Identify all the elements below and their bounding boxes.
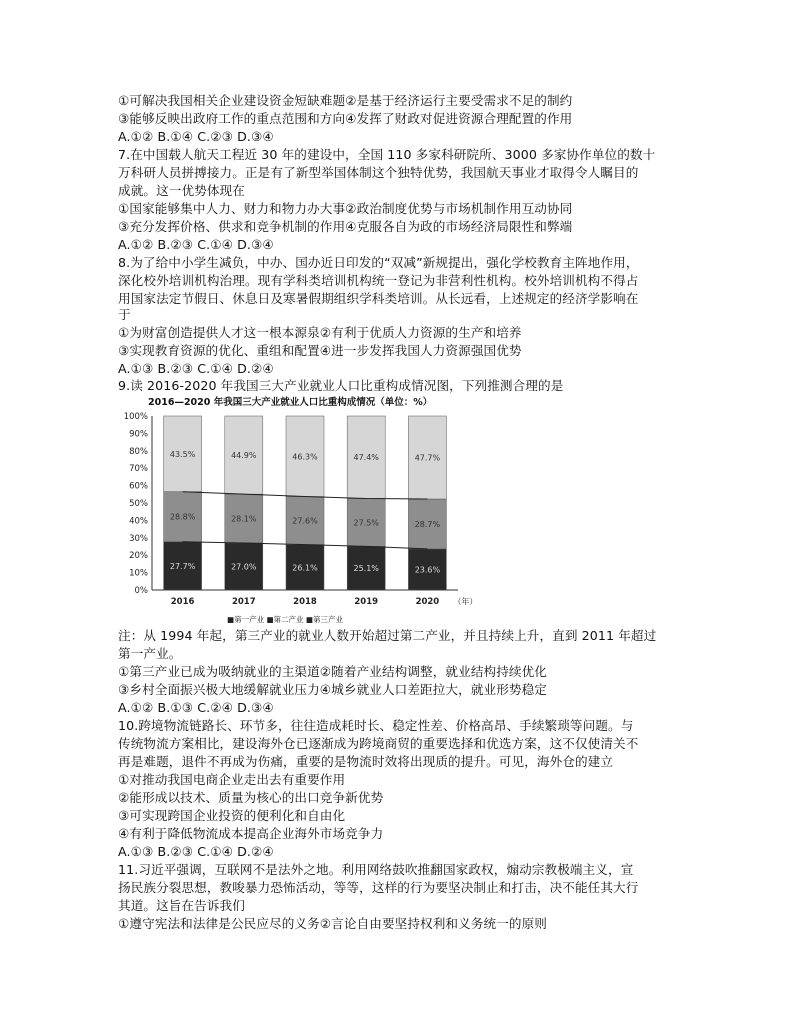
text-line: ④有利于降低物流成本提高企业海外市场竞争力 — [118, 826, 384, 841]
text-line: ③能够反映出政府工作的重点范围和方向④发挥了财政对促进资源合理配置的作用 — [118, 111, 573, 126]
text-line: 第一产业。 — [118, 646, 182, 661]
y-tick-label: 60% — [129, 481, 148, 492]
chart-svg — [118, 394, 478, 626]
y-tick-label: 40% — [129, 516, 148, 527]
text-line: ①遵守宪法和法律是公民应尽的义务②言论自由要坚持权利和义务统一的原则 — [118, 916, 547, 931]
text-line: 其道。这旨在告诉我们 — [118, 898, 245, 913]
y-tick-label: 50% — [129, 499, 148, 509]
chart-title: 2016—2020 年我国三大产业就业人口比重构成情况（单位：%） — [148, 397, 433, 408]
y-tick-label: 30% — [129, 533, 148, 544]
data-label: 25.1% — [353, 564, 379, 574]
text-line: 深化校外培训机构治理。现有学科类培训机构统一登记为非营利性机构。校外培训机构不得占 — [118, 273, 639, 288]
data-label: 27.6% — [292, 516, 318, 526]
answer-options: A.①③ B.②③ C.①④ D.②④ — [118, 844, 274, 859]
question-9-text: 9.读 2016-2020 年我国三大产业就业人口比重构成情况图，下列推测合理的是 — [118, 378, 564, 393]
question-7-text: 7.在中国载人航天工程近 30 年的建设中，全国 110 多家科研院所、3000 多家协作单位的数十 — [118, 147, 656, 162]
question-11-text: 11.习近平强调，互联网不是法外之地。利用网络鼓吹推翻国家政权，煽动宗教极端主义，宣 — [118, 862, 634, 877]
text-line: ③可实现跨国企业投资的便利化和自由化 — [118, 808, 346, 823]
answer-options: A.①② B.①③ C.②④ D.③④ — [118, 700, 274, 715]
y-tick-label: 10% — [129, 568, 148, 579]
text-line: ③乡村全面振兴极大地缓解就业压力④城乡就业人口差距拉大，就业形势稳定 — [118, 682, 547, 697]
data-label: 28.1% — [231, 514, 257, 524]
text-line: ①第三产业已成为吸纳就业的主渠道②随着产业结构调整，就业结构持续优化 — [118, 664, 547, 679]
y-tick-label: 0% — [134, 586, 148, 596]
y-tick-label: 20% — [129, 551, 148, 562]
data-label: 26.1% — [292, 563, 318, 573]
x-tick-label: 2020 — [415, 597, 440, 607]
x-tick-label: 2016 — [170, 597, 195, 607]
text-line: 成就。这一优势体现在 — [118, 183, 245, 198]
data-label: 28.8% — [169, 512, 196, 522]
text-line: ①对推动我国电商企业走出去有重要作用 — [118, 772, 346, 787]
data-label: 46.3% — [292, 452, 318, 462]
data-label: 27.5% — [353, 518, 379, 528]
text-line: 扬民族分裂思想，教唆暴力恐怖活动，等等，这样的行为要坚决制止和打击，决不能任其大行 — [118, 880, 639, 895]
text-line: ①为财富创造提供人才这一根本源泉②有利于优质人力资源的生产和培养 — [118, 325, 522, 340]
data-label: 28.7% — [414, 519, 441, 529]
x-tick-label: 2018 — [293, 597, 317, 607]
x-tick-label: 2017 — [231, 597, 256, 607]
y-tick-label: 70% — [129, 464, 148, 475]
data-label: 27.7% — [169, 561, 196, 571]
answer-options: A.①② B.②③ C.①④ D.③④ — [118, 237, 274, 252]
data-label: 27.0% — [231, 562, 257, 572]
chart-note: 注：从 1994 年起，第三产业的就业人数开始超过第二产业，并且持续上升，直到 2011 年超过 — [118, 628, 657, 643]
x-unit-label: （年） — [453, 597, 478, 606]
data-label: 44.9% — [231, 451, 257, 461]
y-tick-label: 100% — [123, 412, 148, 422]
y-tick-label: 90% — [129, 429, 148, 440]
text-line: ①国家能够集中人力、财力和物力办大事②政治制度优势与市场机制作用互动协同 — [118, 201, 573, 216]
answer-options: A.①③ B.②③ C.①④ D.②④ — [118, 361, 274, 376]
text-line: ③实现教育资源的优化、重组和配置④进一步发挥我国人力资源强国优势 — [118, 343, 522, 358]
text-line: ②能形成以技术、质量为核心的出口竞争新优势 — [118, 790, 384, 805]
employment-chart — [118, 394, 478, 626]
x-tick-label: 2019 — [354, 597, 379, 607]
text-line: 再是难题，退件不再成为伤痛，重要的是物流时效将出现质的提升。可见，海外仓的建立 — [118, 754, 614, 769]
y-tick-label: 80% — [129, 446, 148, 457]
text-line: ①可解决我国相关企业建设资金短缺难题②是基于经济运行主要受需求不足的制约 — [118, 93, 573, 108]
text-line: 传统物流方案相比，建设海外仓已逐渐成为跨境商贸的重要选择和优选方案，这不仅使清关不 — [118, 736, 639, 751]
question-8-text: 8.为了给中小学生减负，中办、国办近日印发的“双减”新规提出，强化学校教育主阵地作用， — [118, 255, 639, 270]
text-line: 用国家法定节假日、休息日及寒暑假期组织学科类培训。从长远看，上述规定的经济学影响在 — [118, 291, 639, 306]
data-label: 47.4% — [353, 453, 379, 463]
data-label: 47.7% — [414, 453, 441, 463]
text-line: ③充分发挥价格、供求和竞争机制的作用④克服各自为政的市场经济局限性和弊端 — [118, 219, 573, 234]
answer-options: A.①② B.①④ C.②③ D.③④ — [118, 129, 274, 144]
data-label: 43.5% — [169, 449, 196, 459]
question-10-text: 10.跨境物流链路长、环节多，往往造成耗时长、稳定性差、价格高昂、手续繁琐等问题。与 — [118, 718, 634, 733]
text-line: 于 — [118, 307, 131, 322]
data-label: 23.6% — [414, 565, 441, 575]
chart-legend: ■第一产业 ■第二产业 ■第三产业 — [226, 615, 344, 624]
text-line: 万科研人员拼搏接力。正是有了新型举国体制这个独特优势，我国航天事业才取得令人瞩目的 — [118, 165, 639, 180]
